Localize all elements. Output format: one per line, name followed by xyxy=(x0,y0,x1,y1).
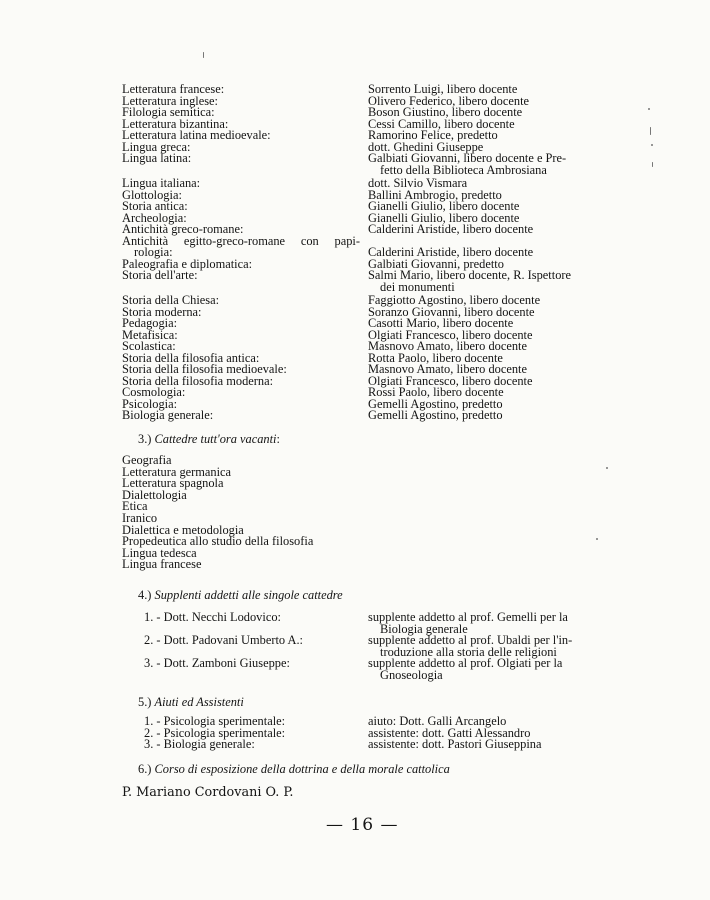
subject: Paleografia e diplomatica: xyxy=(122,256,253,271)
subject-word: Antichità xyxy=(122,233,169,248)
holder: Calderini Aristide, libero docente xyxy=(368,222,534,236)
holder: Calderini Aristide, libero docente xyxy=(368,245,534,259)
aiuto-item xyxy=(122,739,602,750)
faculty-row xyxy=(122,373,602,388)
supplente-desc: supplente addetto al prof. Ubaldi per l'in- xyxy=(368,633,573,647)
holder: Galbiati Giovanni, predetto xyxy=(368,256,504,271)
holder: Boson Giustino, libero docente xyxy=(368,105,523,119)
subject: Letteratura bizantina: xyxy=(122,116,229,131)
section-number: 6.) xyxy=(138,762,152,776)
subject-word: egitto-greco-romane xyxy=(183,233,286,248)
scan-speck xyxy=(651,144,653,146)
subject-word: papi- xyxy=(334,233,360,248)
subject: Cosmologia: xyxy=(122,385,186,399)
holder: Sorrento Luigi, libero docente xyxy=(368,82,518,96)
supplente-name: 2. - Dott. Padovani Umberto A.: xyxy=(144,633,303,647)
faculty-row xyxy=(122,327,602,342)
holder: Gemelli Agostino, predetto xyxy=(368,408,503,422)
holder: Rossi Paolo, libero docente xyxy=(368,385,504,399)
holder: Masnovo Amato, libero docente xyxy=(368,362,527,376)
list-item: Letteratura spagnola xyxy=(122,476,224,491)
scan-speck xyxy=(596,538,598,540)
vacant-list xyxy=(122,455,422,571)
faculty-row-cont xyxy=(122,162,602,177)
supplente-desc: supplente addetto al prof. Gemelli per la xyxy=(368,610,568,624)
subject: Metafisica: xyxy=(122,327,178,342)
supplente-desc-cont: Gnoseologia xyxy=(380,667,443,682)
holder: Galbiati Giovanni, libero docente e Pre- xyxy=(368,151,567,165)
section-heading-supplenti xyxy=(138,590,343,601)
aiuto-subject: 3. - Biologia generale: xyxy=(144,737,255,751)
subject-continued: rologia: xyxy=(134,245,173,259)
list-item: Dialettica e metodologia xyxy=(122,522,244,537)
section-heading-aiuti xyxy=(138,697,244,708)
holder: Casotti Mario, libero docente xyxy=(368,316,514,330)
holder: Ramorino Felice, predetto xyxy=(368,128,498,142)
section-heading-corso xyxy=(138,764,450,775)
subject: Storia della filosofia antica: xyxy=(122,350,260,365)
faculty-row-cont xyxy=(122,279,602,294)
subject: Antichità greco-romane: xyxy=(122,222,244,236)
subject: Letteratura inglese: xyxy=(122,93,218,108)
holder: Soranzo Giovanni, libero docente xyxy=(368,304,535,319)
supplente-item xyxy=(122,612,602,623)
holder: Masnovo Amato, libero docente xyxy=(368,339,527,353)
supplente-name: 1. - Dott. Necchi Lodovico: xyxy=(144,610,281,624)
subject: Storia dell'arte: xyxy=(122,268,198,282)
subject: Letteratura francese: xyxy=(122,82,225,96)
holder: Olivero Federico, libero docente xyxy=(368,93,530,108)
subject: Biologia generale: xyxy=(122,408,214,422)
subject: Filologia semitica: xyxy=(122,105,215,119)
list-item: Etica xyxy=(122,499,148,514)
subject: Storia antica: xyxy=(122,199,188,213)
section-title: Corso di esposizione della dottrina e della morale cattolica xyxy=(154,762,450,776)
supplente-desc-cont: Biologia generale xyxy=(380,621,468,636)
holder: dott. Ghedini Giuseppe xyxy=(368,139,484,154)
subject-word: con xyxy=(300,233,319,248)
holder: Ballini Ambrogio, predetto xyxy=(368,187,502,202)
aiuto-desc: assistente: dott. Gatti Alessandro xyxy=(368,725,531,740)
scan-speck xyxy=(650,127,651,135)
holder: Salmi Mario, libero docente, R. Ispettore xyxy=(368,268,572,282)
subject: Storia della Chiesa: xyxy=(122,293,220,307)
holder: Cessi Camillo, libero docente xyxy=(368,116,515,131)
holder-continued: fetto della Biblioteca Ambrosiana xyxy=(380,162,547,177)
holder: Rotta Paolo, libero docente xyxy=(368,350,503,365)
subject: Storia della filosofia medioevale: xyxy=(122,362,287,376)
holder: dott. Silvio Vismara xyxy=(368,176,468,190)
supplente-name: 3. - Dott. Zamboni Giuseppe: xyxy=(144,656,290,670)
subject: Pedagogia: xyxy=(122,316,178,330)
subject: Archeologia: xyxy=(122,210,187,225)
section-title: Aiuti ed Assistenti xyxy=(154,695,244,709)
faculty-row xyxy=(122,304,602,319)
subject: Lingua latina: xyxy=(122,151,192,165)
supplente-item xyxy=(122,658,602,669)
faculty-row xyxy=(122,387,602,398)
faculty-row xyxy=(122,201,602,212)
list-item: Geografia xyxy=(122,453,172,467)
supplente-desc-cont: troduzione alla storia delle religioni xyxy=(380,644,557,659)
supplente-item-cont xyxy=(122,667,602,682)
subject: Storia moderna: xyxy=(122,304,202,319)
scan-speck xyxy=(203,52,204,58)
holder: Olgiati Francesco, libero docente xyxy=(368,373,533,388)
faculty-row xyxy=(122,130,602,141)
section-number: 4.) xyxy=(138,588,152,602)
faculty-row xyxy=(122,410,602,421)
aiuto-subject: 2. - Psicologia sperimentale: xyxy=(144,725,286,740)
holder: Gemelli Agostino, predetto xyxy=(368,396,503,411)
holder: Gianelli Giulio, libero docente xyxy=(368,210,520,225)
aiuto-desc: assistente: dott. Pastori Giuseppina xyxy=(368,737,542,751)
section-number: 5.) xyxy=(138,695,152,709)
scan-speck xyxy=(648,108,650,110)
faculty-row xyxy=(122,187,602,202)
subject: Psicologia: xyxy=(122,396,178,411)
holder-continued: dei monumenti xyxy=(380,279,455,294)
subject: Lingua italiana: xyxy=(122,176,201,190)
aiuto-desc: aiuto: Dott. Galli Arcangelo xyxy=(368,714,507,728)
subject: Lingua greca: xyxy=(122,139,191,154)
section-number: 3.) xyxy=(138,432,152,446)
subject: Storia della filosofia moderna: xyxy=(122,373,274,388)
list-item: Letteratura germanica xyxy=(122,464,232,479)
faculty-row xyxy=(122,270,602,281)
list-item: Iranico xyxy=(122,510,158,525)
list-item: Dialettologia xyxy=(122,487,187,502)
aiuto-subject: 1. - Psicologia sperimentale: xyxy=(144,714,286,728)
section-colon: : xyxy=(276,432,280,446)
subject: Scolastica: xyxy=(122,339,176,353)
scan-speck xyxy=(606,467,608,469)
holder: Gianelli Giulio, libero docente xyxy=(368,199,520,213)
scan-speck xyxy=(652,162,653,167)
subject: Glottologia: xyxy=(122,187,182,202)
faculty-row xyxy=(122,178,602,189)
supplente-desc: supplente addetto al prof. Olgiati per la xyxy=(368,656,563,670)
subject: Letteratura latina medioevale: xyxy=(122,128,271,142)
holder: Olgiati Francesco, libero docente xyxy=(368,327,533,342)
list-item: Lingua francese xyxy=(122,557,202,572)
list-item: Lingua tedesca xyxy=(122,545,197,560)
section-title: Cattedre tutt'ora vacanti xyxy=(154,432,277,446)
page-number: — 16 — xyxy=(326,815,399,835)
holder: Faggiotto Agostino, libero docente xyxy=(368,293,541,307)
section-heading-vacant xyxy=(138,434,280,445)
section-title: Supplenti addetti alle singole cattedre xyxy=(154,588,343,602)
author-name: P. Mariano Cordovani O. P. xyxy=(122,785,294,800)
list-item: Propedeutica allo studio della filosofia xyxy=(122,534,314,549)
